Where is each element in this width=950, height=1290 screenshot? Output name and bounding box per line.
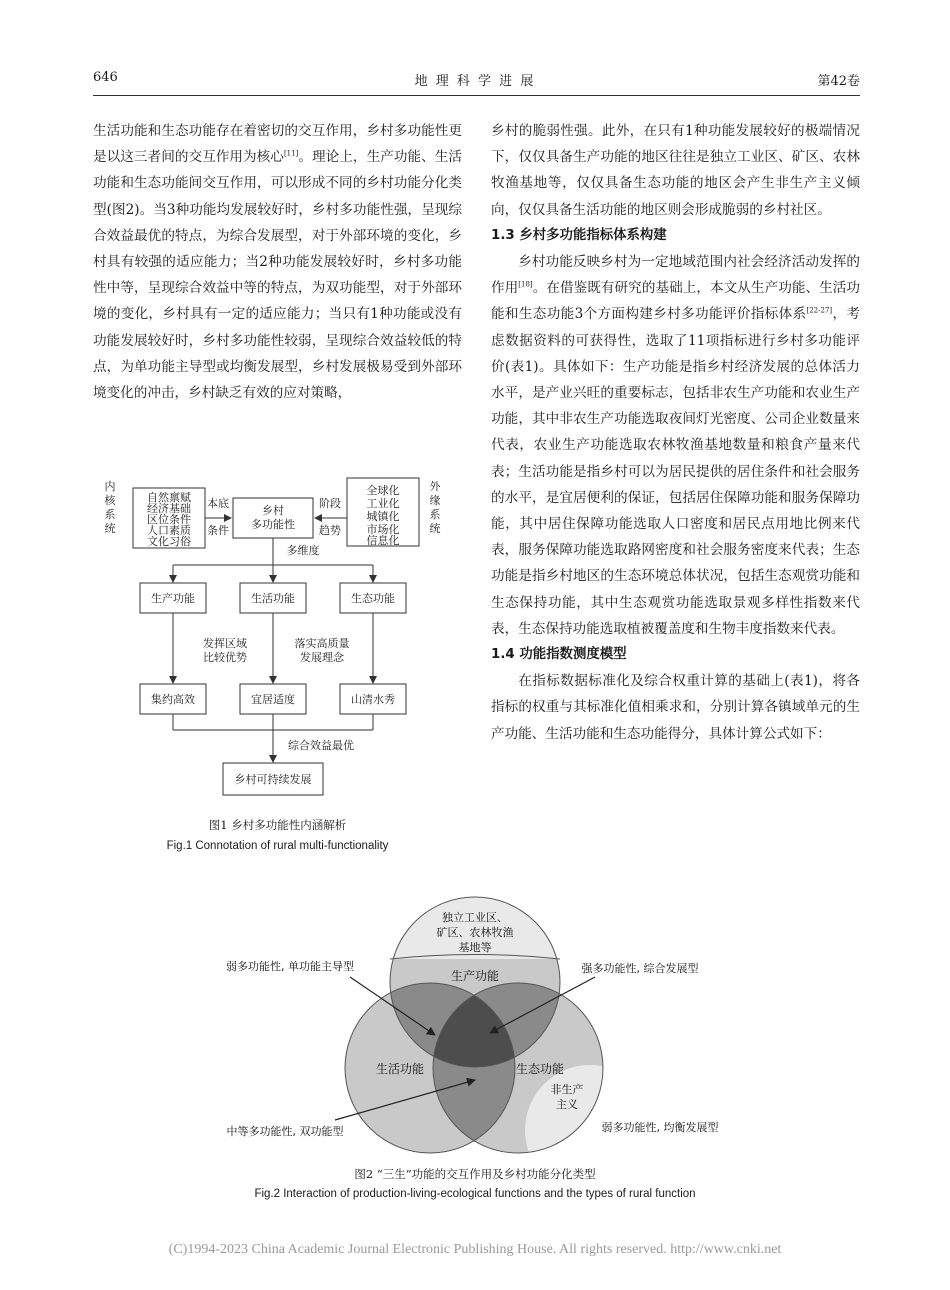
- mid-left-1: 比较优势: [203, 651, 247, 664]
- living-label: 生活功能: [375, 1062, 425, 1076]
- journal-title: 地 理 科 学 进 展: [414, 74, 536, 89]
- citation: [22-27]: [806, 306, 833, 315]
- top-region-1: 矿区、农林牧渔: [436, 926, 514, 939]
- outer-side-2: 系: [429, 508, 441, 521]
- arrow-left-1: 条件: [207, 524, 229, 537]
- figure-2-venn: [200, 880, 750, 1170]
- function-living: 生活功能: [251, 592, 295, 605]
- section-heading-1-3: 1.3 乡村多功能指标体系构建: [491, 227, 667, 243]
- outer-box-4: 信息化: [366, 534, 400, 547]
- left-text-1: 生活功能和生态功能存在着密切的交互作用，乡村多功能性更是以这三者间的交互作用为核心: [93, 123, 462, 166]
- inner-side-2: 系: [104, 508, 116, 521]
- outer-side-3: 统: [429, 522, 441, 535]
- left-text-2: 。理论上，生产功能、生活功能和生态功能间交互作用，可以形成不同的乡村功能分化类型(图2)。当3种功能均发展较好时，乡村多功能性强，呈现综合效益最优的特点，为综合发展型，对于外部环境的变化，乡村具有较强的适应能力；当2种功能发展较好时，乡村多功能性中等，呈现综合效益中等的特点，为双功能型，对于外部环境的变化，乡村具有一定的适应能力；当只有1种功能或没有功能发展较好时，乡村多功能性较弱，呈现综合效益较低的特点，为单功能主导型或均衡发展型，乡村发展极易受到外部环境变化的冲击，乡村缺乏有效的应对策略，: [93, 149, 463, 402]
- label-weak-balanced: 弱多功能性, 均衡发展型: [601, 1121, 719, 1134]
- arrow-right-0: 阶段: [319, 497, 341, 510]
- page-number: 646: [93, 70, 118, 85]
- right-paragraph-1: 乡村的脆弱性强。此外，在只有1种功能发展较好的极端情况下，仅仅具备生产功能的地区往往是独立工业区、矿区、农林牧渔基地等，仅仅具备生态功能的地区会产生非生产主义倾向，仅仅具备生活功能的地区则会形成脆弱的乡村社区。: [491, 123, 860, 218]
- benefit-label: 综合效益最优: [288, 739, 354, 752]
- copyright-footer: (C)1994-2023 China Academic Journal Electronic Publishing House. All rights reserved. http://www.cnki.net: [168, 1242, 782, 1257]
- section-heading-1-4: 1.4 功能指数测度模型: [491, 647, 627, 663]
- header-rule: [93, 95, 860, 96]
- center-box-1: 多功能性: [251, 518, 295, 531]
- outer-side-1: 缘: [429, 494, 441, 507]
- outer-box-3: 市场化: [366, 523, 400, 536]
- inner-box-3: 人口素质: [147, 524, 191, 537]
- right-column: [491, 118, 860, 747]
- outcome-green: 山清水秀: [351, 693, 395, 706]
- top-region-2: 基地等: [458, 941, 492, 954]
- top-region-0: 独立工业区、: [442, 911, 508, 924]
- non-production-1: 主义: [556, 1098, 578, 1111]
- function-ecological: 生态功能: [351, 592, 395, 605]
- left-paragraph: [93, 118, 462, 406]
- production-label: 生产功能: [450, 969, 500, 983]
- ecological-label: 生态功能: [515, 1062, 565, 1076]
- outer-box-2: 城镇化: [366, 510, 400, 523]
- outcome-livable: 宜居适度: [251, 693, 295, 706]
- figure-1-diagram: [93, 450, 462, 820]
- right-text-2c: ，考虑数据资料的可获得性，选取了11项指标进行乡村多功能评价(表1)。具体如下：生产功能是指乡村经济发展的总体活力水平，是产业兴旺的重要标志，包括非农生产功能和农业生产功能，其中非农生产功能选取夜间灯光密度、公司企业数量来代表，农业生产功能选取农林牧渔基地数量和粮食产量来代表；生活功能是指乡村可以为居民提供的居住条件和社会服务的水平，是宜居便利的保证，包括居住保障功能和服务保障功能，其中居住保障功能选取人口密度和居民点用地比例来代表，服务保障功能选取路网密度和社会服务密度来代表；生态功能是指乡村地区的生态环境总体状况，包括生态观赏功能和生态保持功能，其中生态观赏功能选取景观多样性指数来代表，生态保持功能选取植被覆盖度和生物丰度指数来代表。: [491, 306, 861, 637]
- citation: [18]: [518, 280, 533, 289]
- final-label: 乡村可持续发展: [234, 773, 312, 786]
- mid-right-1: 发展理念: [300, 651, 344, 664]
- inner-box-4: 文化习俗: [147, 535, 191, 548]
- mid-right-0: 落实高质量: [294, 637, 350, 650]
- figure-2-caption-cn: 图2 “三生”功能的交互作用及乡村功能分化类型: [354, 1167, 596, 1181]
- right-text-2a: 乡村功能反映乡村为一定地域范围内社会经济活动发挥的作用: [491, 254, 860, 297]
- figure-1-caption-en: Fig.1 Connotation of rural multi-functionality: [166, 840, 389, 852]
- figure-1-caption-cn: 图1 乡村多功能性内涵解析: [208, 818, 347, 832]
- outcome-efficient: 集约高效: [151, 693, 195, 706]
- citation: [11]: [283, 149, 299, 158]
- inner-side-1: 核: [104, 494, 116, 507]
- function-production: 生产功能: [151, 592, 195, 605]
- left-column: [93, 118, 462, 406]
- inner-side-3: 统: [104, 522, 116, 535]
- label-strong: 强多功能性, 综合发展型: [581, 962, 699, 975]
- right-text-2b: 。在借鉴既有研究的基础上，本文从生产功能、生活功能和生态功能3个方面构建乡村多功能评价指标体系: [491, 280, 861, 323]
- outer-box-1: 工业化: [366, 497, 400, 510]
- arrow-left-0: 本底: [207, 497, 229, 510]
- inner-side-0: 内: [104, 480, 116, 493]
- non-production-0: 非生产: [550, 1083, 584, 1096]
- multi-dim-label: 多维度: [286, 544, 320, 557]
- right-paragraph-2: [491, 249, 860, 642]
- volume-label: 第42卷: [817, 74, 860, 89]
- right-paragraph-3: 在指标数据标准化及综合权重计算的基础上(表1)，将各指标的权重与其标准化值相乘求和，分别计算各镇域单元的生产功能、生活功能和生态功能得分，具体计算公式如下：: [491, 673, 860, 742]
- center-box-0: 乡村: [262, 504, 284, 517]
- arrow-right-1: 趋势: [319, 524, 341, 537]
- label-weak-single: 弱多功能性, 单功能主导型: [226, 960, 354, 973]
- label-medium: 中等多功能性, 双功能型: [226, 1125, 344, 1138]
- figure-2-caption-en: Fig.2 Interaction of production-living-ecological functions and the types of rural function: [254, 1188, 696, 1200]
- inner-box-1: 经济基础: [147, 502, 191, 515]
- outer-box-0: 全球化: [366, 484, 400, 497]
- inner-box-2: 区位条件: [147, 513, 191, 526]
- mid-left-0: 发挥区域: [203, 637, 247, 650]
- inner-box-0: 自然禀赋: [147, 491, 191, 504]
- outer-side-0: 外: [429, 480, 441, 493]
